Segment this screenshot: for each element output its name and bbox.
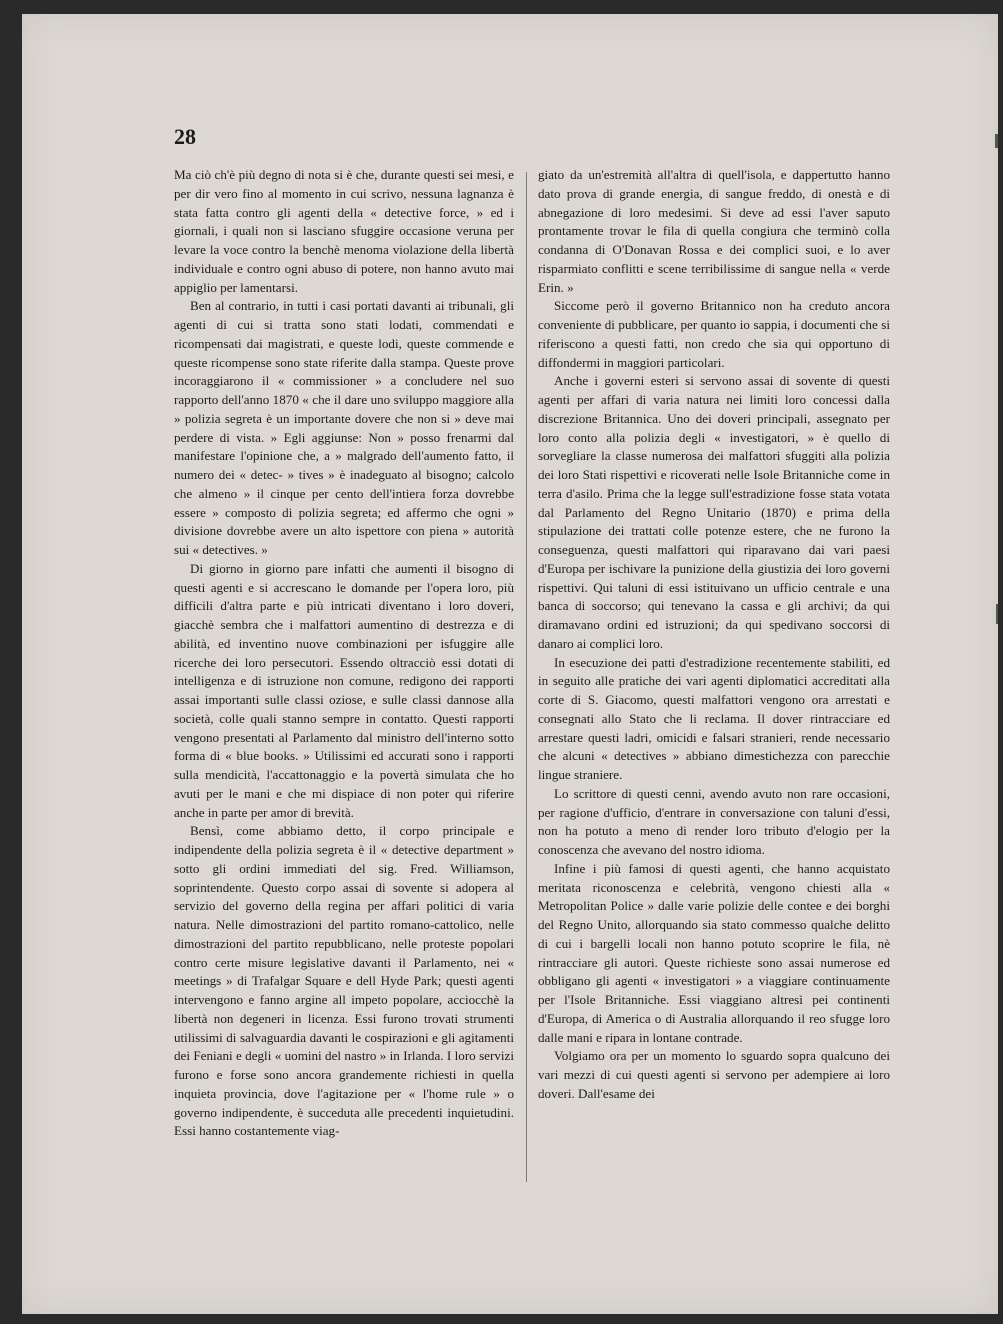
paragraph: Ben al contrario, in tutti i casi portati davanti ai tribunali, gli agenti di cui si tratta sono stati lodati, commendati e ricompensati dai magistrati, e queste lodi, queste commende e queste ricompense sono state riferite dalla stampa. Queste prove incoraggiarono il « commissioner » a concludere nel suo rapporto dell'anno 1870 « che il dare uno sviluppo maggiore alla » polizia segreta è un importante dovere che non si » deve mai perdere di vista. » Egli aggiunse: Non » posso frenarmi dal manifestare l'opinione che, a » malgrado dell'aumento fatto, il numero dei « detec- » tives » è inadeguato al bisogno; calcolo che almeno » il cinque per cento dell'intiera forza dovrebbe essere » composto di polizia segreta; ed affermo che ogni » divisione dovrebbe avere un alto ispettore con piena » autorità sui « detectives. » bbox=[174, 298, 514, 557]
column-divider bbox=[526, 172, 527, 1182]
paragraph: Lo scrittore di questi cenni, avendo avuto non rare occasioni, per ragione d'ufficio, d'entrare in conversazione con taluni d'essi, non ha potuto a meno di render loro tributo d'elogio per la conoscenza che avevano del nostro idioma. bbox=[538, 785, 890, 857]
page-number: 28 bbox=[174, 124, 196, 149]
paragraph: In esecuzione dei patti d'estradizione recentemente stabiliti, ed in seguito alle pratiche dei vari agenti diplomatici accreditati alla corte di S. Giacomo, questi malfattori vengono ora arrestati e consegnati allo Stato che li reclama. Il dover rintracciare ed arrestare questi ladri, omicidi e falsari stranieri, rende necessario che alcuni « detectives » abbiano dimestichezza con parecchie lingue straniere. bbox=[538, 654, 890, 782]
right-column bbox=[538, 166, 890, 1104]
paragraph: Bensì, come abbiamo detto, il corpo principale e indipendente della polizia segreta è il « detective department » sotto gli ordini immediati del sig. Fred. Williamson, soprintendente. Questo corpo assai di sovente si adopera al servizio del governo della regina per affari politici di varia natura. Nelle dimostrazioni del partito romano-cattolico, nelle dimostrazioni del partito repubblicano, nelle proteste popolari contro certe misure legislative davanti il Parlamento, nei « meetings » di Trafalgar Square e dell Hyde Park; questi agenti intervengono e fanno argine all impeto popolare, acciocchè la libertà non degeneri in licenza. Essi furono trovati strumenti utilissimi di salvaguardia davanti le cospirazioni e gli agitamenti dei Feniani e degli « uomini del nastro » in Irlanda. I loro servizi furono e forse sono ancora grandemente richiesti in quella inquieta provincia, dove l'agitazione per « l'home rule » o governo indipendente, è succeduta alle precedenti inquietudini. Essi hanno costantemente viag- bbox=[174, 823, 514, 1139]
page-edge-mark bbox=[996, 604, 998, 624]
paragraph: Anche i governi esteri si servono assai di sovente di questi agenti per affari di varia natura nei limiti loro concessi dalla discrezione Britannica. Uno dei doveri principali, assegnato per loro conto alla polizia degli « investigatori, » è quello di sorvegliare la classe numerosa dei malfattori sfuggiti alla polizia dei loro Stati rispettivi e ricoverati nelle Isole Britanniche come in terra d'asilo. Prima che la legge sull'estradizione fosse stata votata dal Parlamento del Regno Unitario (1870) e prima della stipulazione dei trattati colle potenze estere, che ne furono la conseguenza, questi malfattori qui riparavano dai vari paesi d'Europa per ischivare la punizione della giustizia dei loro governi rispettivi. Qui taluni di essi istituivano un ufficio centrale e una banca di soccorso; qui tenevano la cassa e gli archivi; da qui diramavano ordini ed istruzioni; da qui spedivano soccorsi di danaro ai complici loro. bbox=[538, 373, 890, 651]
paragraph: giato da un'estremità all'altra di quell'isola, e dappertutto hanno dato prova di grande energia, di sangue freddo, di onestà e di abnegazione di loro medesimi. Si deve ad essi l'aver saputo prontamente trovar le fila di quella congiura che terminò colla condanna di O'Donavan Rossa e dei complici suoi, e lo aver risparmiato conflitti e scene terribilissime di sangue nella « verde Erin. » bbox=[538, 167, 890, 295]
paragraph: Ma ciò ch'è più degno di nota si è che, durante questi sei mesi, e per dir vero fino al momento in cui scrivo, nessuna lagnanza è stata fatta contro gli agenti della « detective force, » ed i giornali, i quali non si lasciano sfuggire occasione veruna per levare la voce contro la benchè menoma violazione della libertà individuale e contro ogni abuso di potere, non hanno avuto mai appiglio per lamentarsi. bbox=[174, 167, 514, 295]
paragraph: Di giorno in giorno pare infatti che aumenti il bisogno di questi agenti e si accrescano le domande per l'opera loro, più difficili d'altra parte e più intricati diventano i loro doveri, giacchè sembra che i malfattori aumentino di destrezza e di abilità, ed inventino nuove combinazioni per isfuggire alle ricerche dei loro persecutori. Essendo oltracciò essi dotati di intelligenza e di istruzione non comune, redigono dei rapporti assai importanti sulle classi oziose, e sulle classi dannose alla società, colle quali stanno sempre in contatto. Questi rapporti vengono presentati al Parlamento dal ministro dell'interno sotto forma di « blue books. » Utilissimi ed accurati sono i rapporti sulla mendicità, l'accattonaggio e la povertà simulata che ho avuti per le mani e che mi dispiace di non poter qui riferire anche in parte per amor di brevità. bbox=[174, 560, 514, 820]
paragraph: Volgiamo ora per un momento lo sguardo sopra qualcuno dei vari mezzi di cui questi agenti si servono per adempiere ai loro doveri. Dall'esame dei bbox=[538, 1048, 890, 1101]
left-column bbox=[174, 166, 514, 1141]
paragraph: Infine i più famosi di questi agenti, che hanno acquistato meritata riconoscenza e celebrità, vengono chiesti alla « Metropolitan Police » dalle varie polizie delle contee e dei borghi del Regno Unito, allorquando sia stato commesso qualche delitto di cui i bargelli locali non hanno potuto scoprire le fila, nè rintracciare gli autori. Queste richieste sono assai numerose ed obbligano gli agenti « investigatori » a viaggiare continuamente per l'Isole Britanniche. Essi viaggiano altresì pei continenti d'Europa, di America o di Australia allorquando il reo sfugge loro dalle mani e ripara in lontane contrade. bbox=[538, 860, 890, 1045]
book-page bbox=[22, 14, 998, 1314]
paragraph: Siccome però il governo Britannico non ha creduto ancora conveniente di pubblicare, per quanto io sappia, i documenti che si riferiscono a questi fatti, non credo che sia qui opportuno di diffondermi in maggiori particolari. bbox=[538, 298, 890, 370]
page-edge-mark bbox=[995, 134, 998, 148]
